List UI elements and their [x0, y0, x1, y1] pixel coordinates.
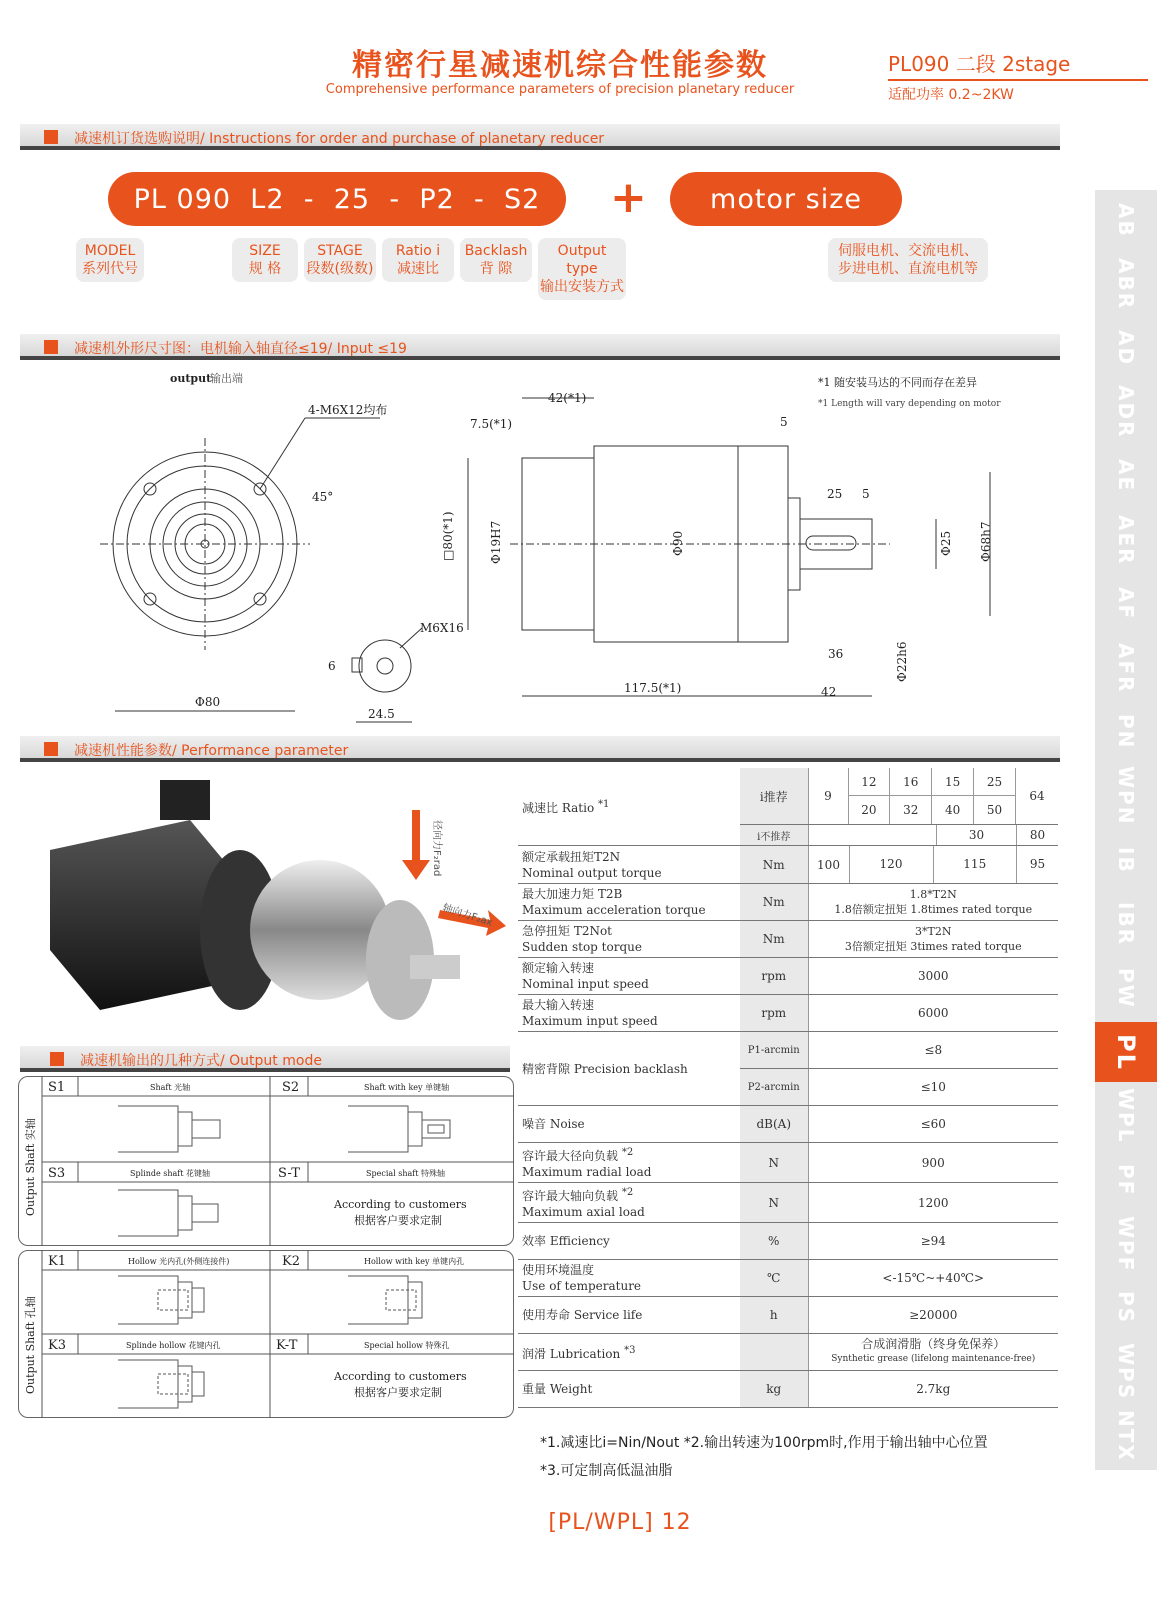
row-value: <-15℃~+40℃>: [808, 1260, 1058, 1297]
tag-cn: 规 格: [248, 261, 282, 277]
shaft-sketch-s2: [348, 1106, 450, 1152]
row-unit: rpm: [740, 958, 808, 995]
hollow-side-label: Output Shaft 孔轴: [24, 1296, 37, 1394]
row-en: Use of temperature: [522, 1279, 642, 1293]
hollow-sketch-k3: [118, 1360, 204, 1408]
dim-5a: 5: [780, 415, 788, 429]
backlash-label: 精密背隙 Precision backlash: [518, 1032, 740, 1106]
row-cn: 容许最大轴向负载: [522, 1189, 619, 1203]
shaft-key: [806, 536, 856, 550]
row-label: [518, 958, 740, 995]
side-tab-ibr[interactable]: IBR: [1095, 894, 1157, 954]
row-label: [518, 995, 740, 1032]
row-en: Maximum radial load: [522, 1165, 652, 1179]
order-code-pill: [108, 172, 566, 226]
side-tab-pw[interactable]: PW: [1095, 958, 1157, 1018]
tag-cn: 系列代号: [82, 261, 138, 277]
side-tab-aer[interactable]: AER: [1095, 510, 1157, 570]
key-width-label: 6: [328, 659, 336, 673]
mode-code: S2: [282, 1080, 300, 1095]
ratio-cell: 40: [932, 796, 974, 824]
side-tab-pl[interactable]: PL: [1095, 1022, 1157, 1082]
row-value-sub: 3倍额定扭矩 3times rated torque: [844, 940, 1022, 953]
flange-outer-circle: [113, 452, 297, 636]
side-tab-af[interactable]: AF: [1095, 574, 1157, 634]
custom-en: According to customers: [334, 1198, 467, 1211]
i-not-recommended: i不推荐: [740, 825, 808, 846]
row-unit: dB(A): [740, 1106, 808, 1143]
ratio-cell: 20: [849, 796, 891, 824]
holes-label: 4-M6X12均布: [308, 403, 388, 417]
key-slot: [352, 658, 362, 672]
row-en: Sudden stop torque: [522, 940, 642, 954]
mode-code: K2: [282, 1254, 300, 1269]
mode-code: S3: [48, 1166, 66, 1181]
hollow-sketch-k2: [348, 1276, 422, 1324]
dim-d68: Φ68h7: [979, 521, 993, 562]
model-heading: PL090 二段 2stage: [888, 48, 1148, 81]
keyway-detail-circle: [359, 640, 411, 692]
output-modes-grid: [18, 1076, 514, 1418]
side-tab-ad[interactable]: AD: [1095, 318, 1157, 378]
ratio-cell: 16: [890, 768, 932, 796]
row-label: 效率 Efficiency: [518, 1223, 740, 1260]
row-en: Maximum input speed: [522, 1014, 658, 1028]
radial-force-arrow-icon: [402, 810, 430, 880]
row-value-sub: Synthetic grease (lifelong maintenance-free): [831, 1354, 1036, 1364]
row-label: 重量 Weight: [518, 1371, 740, 1408]
mode-name: Hollow 光内孔(外侧连接件): [128, 1257, 230, 1266]
row-cn: 润滑 Lubrication: [522, 1346, 621, 1361]
section-square-icon: [44, 742, 58, 756]
ratio-cell: 25: [974, 768, 1016, 796]
power-range: 适配功率 0.2~2KW: [888, 87, 1014, 103]
mode-name: Special hollow 特殊孔: [364, 1341, 450, 1350]
row-unit: Nm: [740, 846, 808, 884]
torque-cell: 100: [817, 857, 840, 872]
torque-cell: 95: [1016, 846, 1058, 883]
product-image: [40, 770, 510, 1040]
ratio-9: 9: [809, 768, 849, 824]
tag-en: MODEL: [84, 243, 136, 259]
output-cn-label: 输出端: [210, 372, 243, 385]
row-cn: 最大输入转速: [522, 998, 595, 1012]
dim-sq80: □80(*1): [441, 511, 455, 561]
page-title-en: Comprehensive performance parameters of precision planetary reducer: [325, 82, 795, 97]
row-cn: 急停扭矩 T2Not: [522, 924, 613, 938]
code-dash: -: [303, 183, 315, 215]
dim-1175: 117.5(*1): [624, 681, 682, 695]
side-tab-wpl[interactable]: WPL: [1095, 1086, 1157, 1146]
side-tab-afr[interactable]: AFR: [1095, 638, 1157, 698]
tag-en: Ratio i: [395, 243, 441, 259]
section-square-icon: [44, 340, 58, 354]
tag-en: Output type: [557, 243, 607, 277]
row-value: ≤60: [808, 1106, 1058, 1143]
axial-force-label: 轴向力F₂ax: [441, 902, 494, 929]
side-tab-ps[interactable]: PS: [1095, 1278, 1157, 1338]
tag-cn: 伺服电机、交流电机、: [838, 243, 978, 259]
shaft-sketch-s3: [118, 1190, 218, 1236]
mode-name: Hollow with key 单键内孔: [364, 1257, 465, 1266]
ratio-values: [808, 768, 1058, 825]
row-cn: 使用环境温度: [522, 1263, 595, 1277]
row-cn: 额定输入转速: [522, 961, 595, 975]
row-value-sub: 1.8倍额定扭矩 1.8times rated torque: [834, 903, 1033, 916]
row-label: [518, 846, 740, 884]
tag-size: [232, 238, 298, 282]
section-output-bar: [20, 1046, 510, 1072]
ratio-label: 减速比 Ratio: [522, 801, 595, 815]
side-tab-ab[interactable]: AB: [1095, 190, 1157, 250]
code-dash: -: [389, 183, 401, 215]
custom-cn: 根据客户要求定制: [354, 1214, 442, 1227]
code-dash: -: [474, 183, 485, 215]
row-unit: Nm: [740, 884, 808, 921]
row-value: 900: [808, 1143, 1058, 1183]
torque-cell: 115: [933, 846, 1017, 883]
side-tab-wpf[interactable]: WPF: [1095, 1214, 1157, 1274]
row-sup: *2: [621, 1147, 634, 1158]
mode-name: Splinde hollow 花键内孔: [126, 1341, 221, 1350]
tag-cn: 段数(级数): [306, 261, 374, 277]
ratio-cell: 15: [932, 768, 974, 796]
row-label: [518, 921, 740, 958]
row-unit: h: [740, 1297, 808, 1334]
motor-connector: [160, 780, 210, 820]
dim-42b: 42: [821, 685, 837, 699]
mode-name: Shaft with key 单键轴: [364, 1083, 450, 1092]
leader-line: [260, 418, 305, 489]
page-title-cn: 精密行星减速机综合性能参数: [352, 48, 768, 83]
page-footer: [PL/WPL] 12: [548, 1510, 692, 1535]
section-order-bar: [20, 124, 1060, 150]
dim-d25: Φ25: [939, 530, 953, 556]
tag-backlash: [460, 238, 532, 282]
m6x16-label: M6X16: [420, 621, 464, 635]
section-performance-bar: [20, 736, 1060, 762]
ratio-80: 80: [1016, 825, 1058, 845]
row-label: [518, 1183, 740, 1223]
dim-d80: Φ80: [195, 695, 221, 709]
side-tab-pn[interactable]: PN: [1095, 702, 1157, 762]
section-dimension-label: 减速机外形尺寸图：电机输入轴直径≤19/ Input ≤19: [74, 341, 407, 357]
performance-table: [518, 768, 1058, 1408]
row-en: Nominal output torque: [522, 865, 662, 880]
row-value: ≥20000: [808, 1297, 1058, 1334]
row-value: [808, 921, 1058, 958]
ratio-cell: 12: [849, 768, 891, 796]
i-recommended: i推荐: [740, 768, 808, 825]
tag-ratio: [382, 238, 454, 282]
backlash-p2-value: ≤10: [808, 1069, 1058, 1106]
dim-245: 24.5: [368, 707, 395, 721]
side-tab-adr[interactable]: ADR: [1095, 382, 1157, 442]
custom-cn: 根据客户要求定制: [354, 1386, 442, 1399]
row-value-main: 合成润滑脂（终身免保养）: [861, 1337, 1006, 1351]
tag-en: SIZE: [249, 243, 281, 259]
tag-en: STAGE: [317, 243, 363, 259]
dim-25: 25: [827, 487, 843, 501]
row-unit: kg: [740, 1371, 808, 1408]
row-en: Nominal input speed: [522, 977, 649, 991]
side-tab-abr[interactable]: ABR: [1095, 254, 1157, 314]
ratio-cell: 50: [974, 796, 1016, 824]
tag-en: Backlash: [464, 243, 528, 259]
footnote-1: *1.减速比i=Nin/Nout *2.输出转速为100rpm时,作用于输出轴中心位置: [540, 1435, 988, 1451]
dim-42: 42(*1): [548, 391, 587, 405]
row-label: [518, 1143, 740, 1183]
row-cn: 容许最大径向负载: [522, 1149, 619, 1163]
backlash-p1: P1-arcmin: [740, 1032, 808, 1069]
torque-values: [808, 846, 1058, 884]
mode-name: Special shaft 特殊轴: [366, 1169, 445, 1178]
mode-name: Shaft 光轴: [150, 1083, 191, 1092]
section-dimension-bar: [20, 334, 1060, 360]
mode-code: K1: [48, 1254, 66, 1269]
row-unit: Nm: [740, 921, 808, 958]
plus-icon: +: [610, 172, 647, 223]
code-backlash: P2: [419, 183, 455, 215]
tag-output-type: [538, 238, 626, 300]
ratio-30: 30: [936, 825, 1016, 845]
row-unit: %: [740, 1223, 808, 1260]
mode-code: S-T: [278, 1166, 300, 1181]
section-output-label: 减速机输出的几种方式/ Output mode: [80, 1053, 322, 1069]
row-unit: N: [740, 1143, 808, 1183]
row-value: [808, 1334, 1058, 1371]
row-sup: *3: [624, 1344, 636, 1356]
dim-36: 36: [828, 647, 844, 661]
radial-force-label: 径向力F₂rad: [431, 820, 442, 877]
row-label: 噪音 Noise: [518, 1106, 740, 1143]
code-model: PL 090: [133, 183, 232, 215]
code-output: S2: [504, 183, 541, 215]
section-order-label: 减速机订货选购说明/ Instructions for order and purchase of planetary reducer: [74, 131, 605, 147]
side-tab-ae[interactable]: AE: [1095, 446, 1157, 506]
tag-cn: 步进电机、直流电机等: [838, 261, 978, 277]
section-square-icon: [44, 130, 58, 144]
footnote-2: *3.可定制高低温油脂: [540, 1463, 673, 1479]
row-value: 3000: [808, 958, 1058, 995]
dim-75: 7.5(*1): [470, 417, 513, 431]
row-unit: [740, 1334, 808, 1371]
row-value-main: 1.8*T2N: [909, 888, 957, 901]
section-square-icon: [50, 1052, 64, 1066]
output-label: output: [170, 372, 212, 385]
row-unit: N: [740, 1183, 808, 1223]
row-value: [808, 884, 1058, 921]
row-value: ≥94: [808, 1223, 1058, 1260]
row-value: 2.7kg: [808, 1371, 1058, 1408]
note1-en: *1 Length will vary depending on motor: [818, 399, 1001, 409]
row-value: 1200: [808, 1183, 1058, 1223]
mode-code: K3: [48, 1338, 66, 1353]
section-performance-label: 减速机性能参数/ Performance parameter: [74, 743, 349, 759]
code-stage: L2: [250, 183, 285, 215]
ratio-label-cell: [518, 768, 740, 846]
dimension-drawing: [90, 366, 1010, 730]
side-tab-pf[interactable]: PF: [1095, 1150, 1157, 1210]
row-sup: *2: [621, 1187, 634, 1198]
ratio-sup: *1: [598, 799, 610, 810]
row-unit: ℃: [740, 1260, 808, 1297]
row-label: [518, 884, 740, 921]
ratio-cell: 32: [890, 796, 932, 824]
dim-d90: Φ90: [671, 530, 685, 556]
mode-code: S1: [48, 1080, 66, 1095]
mode-name: Splinde shaft 花键轴: [130, 1169, 211, 1178]
backlash-p2: P2-arcmin: [740, 1069, 808, 1106]
row-label: [518, 1334, 740, 1371]
shaft-side-label: Output Shaft 实轴: [24, 1118, 37, 1216]
row-cn: 最大加速力矩 T2B: [522, 887, 623, 901]
dim-5b: 5: [862, 487, 870, 501]
shaft-sketch-s1: [118, 1106, 220, 1152]
tag-cn: 减速比: [397, 261, 439, 277]
row-unit: rpm: [740, 995, 808, 1032]
side-tab-wpn[interactable]: WPN: [1095, 766, 1157, 826]
tag-motor-types: [828, 238, 988, 282]
dim-d19: Φ19H7: [489, 520, 503, 564]
tag-cn: 输出安装方式: [540, 279, 624, 295]
angle-label: 45°: [312, 490, 334, 504]
row-value-main: 3*T2N: [915, 925, 952, 938]
ratio-notrec-values: [808, 825, 1058, 846]
custom-en: According to customers: [334, 1370, 467, 1383]
note1-cn: *1 随安装马达的不同而存在差异: [818, 376, 977, 389]
row-en: Maximum axial load: [522, 1205, 645, 1219]
tag-cn: 背 隙: [479, 261, 513, 277]
output-shaft-image: [410, 955, 460, 979]
backlash-p1-value: ≤8: [808, 1032, 1058, 1069]
side-tab-wps[interactable]: WPS: [1095, 1342, 1157, 1402]
mode-code: K-T: [276, 1338, 298, 1353]
motor-size-pill: motor size: [670, 172, 902, 226]
side-tab-ib[interactable]: IB: [1095, 830, 1157, 890]
row-cn: 额定承载扭矩T2N: [522, 849, 621, 864]
keyway-hole: [377, 658, 393, 674]
dim-d22: Φ22h6: [895, 641, 909, 682]
torque-cell: 120: [849, 846, 933, 883]
tag-model: [76, 238, 144, 282]
tag-stage: [304, 238, 376, 282]
code-ratio: 25: [333, 183, 371, 215]
side-tab-ntx[interactable]: NTX: [1095, 1406, 1157, 1466]
hollow-sketch-k1: [118, 1276, 204, 1324]
ratio-64: 64: [1029, 789, 1045, 803]
leader-line: [400, 628, 422, 648]
row-value: 6000: [808, 995, 1058, 1032]
row-en: Maximum acceleration torque: [522, 903, 706, 917]
row-label: 使用寿命 Service life: [518, 1297, 740, 1334]
row-label: [518, 1260, 740, 1297]
